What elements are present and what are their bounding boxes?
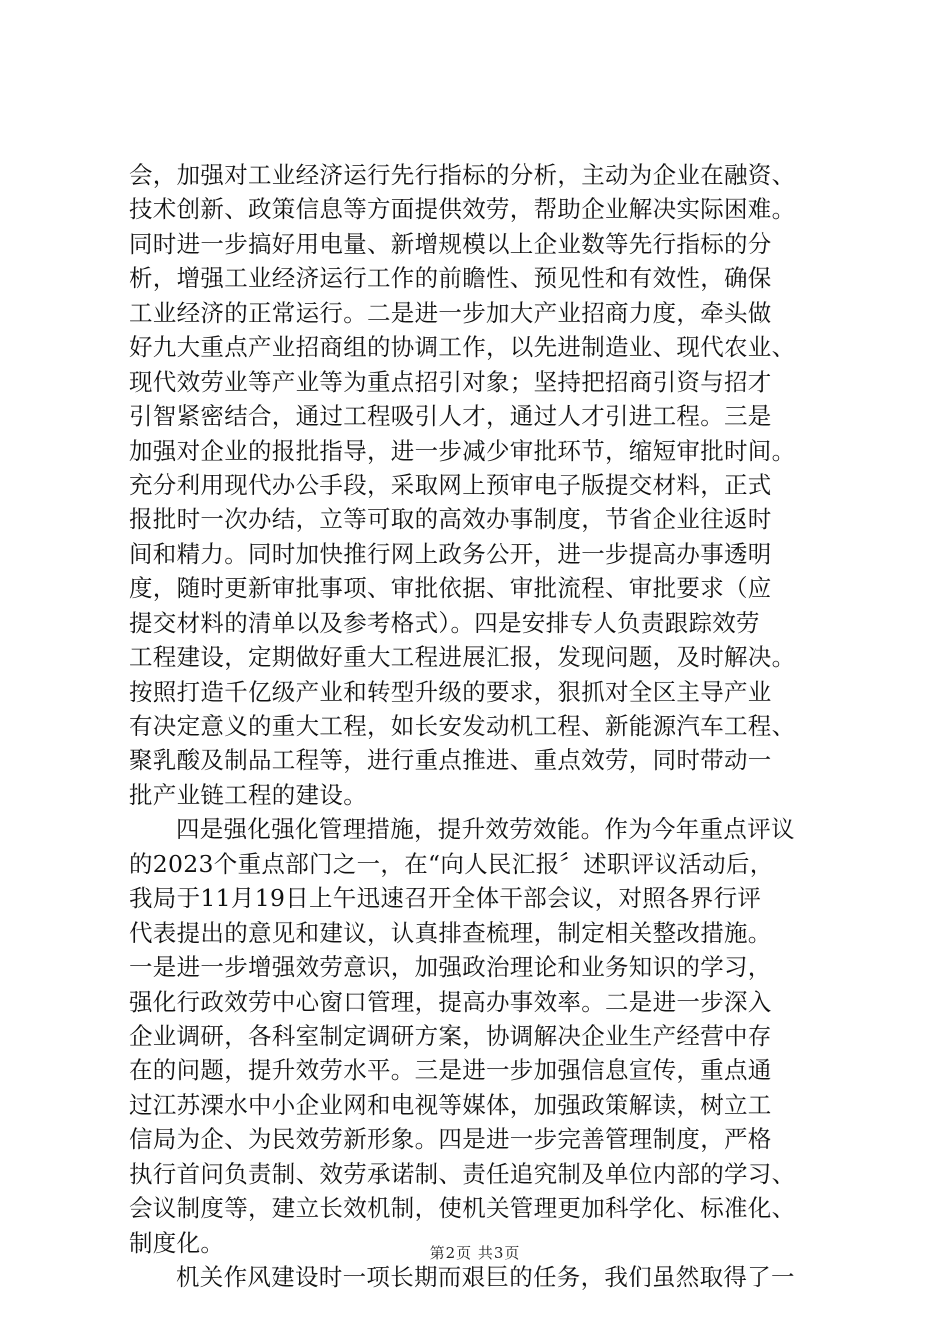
text-line: 加强对企业的报批指导，进一步减少审批环节，缩短审批时间。	[129, 436, 796, 465]
text-line: 引智紧密结合，通过工程吸引人才，通过人才引进工程。三是	[129, 402, 772, 431]
document-body	[129, 158, 859, 1294]
text-line: 会议制度等，建立长效机制，使机关管理更加科学化、标准化、	[129, 1194, 796, 1223]
text-line: 现代效劳业等产业等为重点招引对象；坚持把招商引资与招才	[129, 367, 772, 396]
text-line: 在的问题，提升效劳水平。三是进一步加强信息宣传，重点通	[129, 1056, 772, 1085]
text-line: 按照打造千亿级产业和转型升级的要求，狠抓对全区主导产业	[129, 677, 772, 706]
text-line: 四是强化强化管理措施，提升效劳效能。作为今年重点评议	[176, 815, 795, 844]
page-footer: 第2页 共3页	[429, 1244, 521, 1262]
text-line: 执行首问负责制、效劳承诺制、责任追究制及单位内部的学习、	[129, 1159, 796, 1188]
text-line: 工程建设，定期做好重大工程进展汇报，发现问题，及时解决。	[129, 643, 796, 672]
text-line: 度，随时更新审批事项、审批依据、审批流程、审批要求（应	[129, 574, 772, 603]
text-line: 有决定意义的重大工程，如长安发动机工程、新能源汽车工程、	[129, 712, 796, 740]
text-line: 报批时一次办结，立等可取的高效办事制度，节省企业往返时	[129, 505, 772, 534]
text-line: 提交材料的清单以及参考格式）。四是安排专人负责跟踪效劳	[129, 608, 760, 637]
text-line: 我局于11月19日上午迅速召开全体干部会议，对照各界行评	[129, 884, 762, 913]
text-line: 机关作风建设时一项长期而艰巨的任务，我们虽然取得了一	[176, 1263, 795, 1291]
text-line: 技术创新、政策信息等方面提供效劳，帮助企业解决实际困难。	[129, 195, 796, 224]
text-line: 代表提出的意见和建议，认真排查梳理，制定相关整改措施。	[129, 918, 772, 947]
text-line: 制度化。	[129, 1228, 225, 1257]
text-line: 充分利用现代办公手段，采取网上预审电子版提交材料，正式	[129, 470, 772, 499]
text-line: 好九大重点产业招商组的协调工作，以先进制造业、现代农业、	[129, 333, 796, 362]
text-line: 析，增强工业经济运行工作的前瞻性、预见性和有效性，确保	[129, 264, 772, 293]
text-line: 强化行政效劳中心窗口管理，提高办事效率。二是进一步深入	[129, 987, 772, 1016]
text-line: 间和精力。同时加快推行网上政务公开，进一步提高办事透明	[129, 539, 772, 568]
text-line: 信局为企、为民效劳新形象。四是进一步完善管理制度，严格	[129, 1125, 772, 1154]
text-line: 会，加强对工业经济运行先行指标的分析，主动为企业在融资、	[129, 161, 796, 189]
text-line: 同时进一步搞好用电量、新增规模以上企业数等先行指标的分	[129, 229, 772, 258]
text-line: 企业调研，各科室制定调研方案，协调解决企业生产经营中存	[129, 1021, 772, 1050]
text-line: 批产业链工程的建设。	[129, 780, 367, 809]
text-line: 聚乳酸及制品工程等，进行重点推进、重点效劳，同时带动一	[129, 746, 772, 775]
text-line: 工业经济的正常运行。二是进一步加大产业招商力度，牵头做	[129, 298, 772, 327]
text-line: 的2023个重点部门之一，在“向人民汇报〞述职评议活动后，	[129, 849, 774, 878]
text-line: 过江苏溧水中小企业网和电视等媒体，加强政策解读，树立工	[129, 1090, 772, 1119]
text-line: 一是进一步增强效劳意识，加强政治理论和业务知识的学习，	[129, 953, 772, 982]
